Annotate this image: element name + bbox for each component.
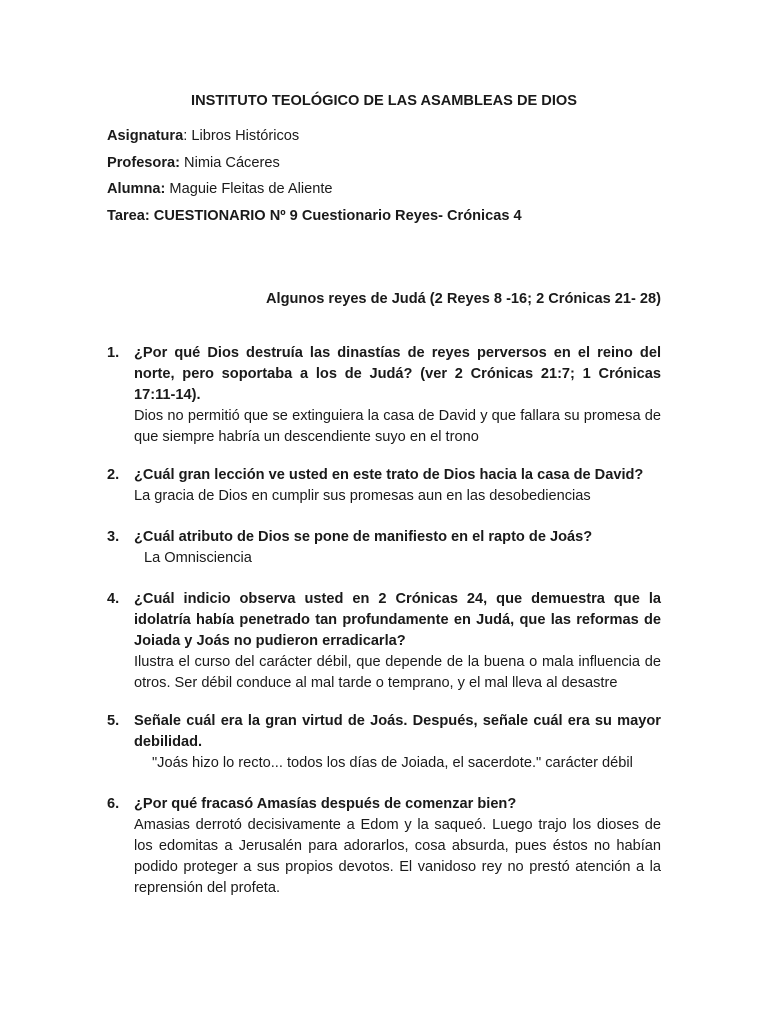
question-text: ¿Por qué Dios destruía las dinastías de reyes perversos en el reino del norte, pero soportaba a los de Judá? (ver 2 Crónicas 21:7; 1 Crónicas 17:11-14). <box>134 345 661 403</box>
question-item-1 <box>107 343 661 448</box>
subject-label: Asignatura <box>107 128 184 144</box>
teacher-label: Profesora: <box>107 155 180 171</box>
question-item-5 <box>107 711 661 774</box>
teacher-line <box>107 153 667 174</box>
answer-text: La Omnisciencia <box>144 550 252 566</box>
assignment-line <box>107 206 667 227</box>
teacher-value: Nimia Cáceres <box>180 155 280 171</box>
section-subtitle: Algunos reyes de Judá (2 Reyes 8 -16; 2 Crónicas 21- 28) <box>265 291 661 307</box>
question-item-6 <box>107 794 661 899</box>
question-item-2 <box>107 465 661 507</box>
student-label: Alumna: <box>107 181 166 197</box>
question-text: ¿Cuál indicio observa usted en 2 Crónicas 24, que demuestra que la idolatría había penetrado tan profundamente en Judá, que las reformas de Joiada y Joás no pudieron erradicarla? <box>134 591 661 649</box>
student-line <box>107 179 667 200</box>
answer-text: La gracia de Dios en cumplir sus promesas aun en las desobediencias <box>134 488 591 504</box>
question-item-3 <box>107 527 661 569</box>
answer-text: Ilustra el curso del carácter débil, que depende de la buena o mala influencia de otros. Ser débil conduce al mal tarde o temprano, y el mal lleva al desastre <box>134 654 661 691</box>
subject-value: : Libros Históricos <box>183 128 300 144</box>
question-text: Señale cuál era la gran virtud de Joás. Después, señale cuál era su mayor debilidad. <box>134 713 661 750</box>
question-item-4 <box>107 589 661 694</box>
question-number: 1. <box>107 345 120 361</box>
question-number: 6. <box>107 796 120 812</box>
question-text: ¿Cuál gran lección ve usted en este trato de Dios hacia la casa de David? <box>134 467 644 483</box>
question-text: ¿Por qué fracasó Amasías después de comenzar bien? <box>134 796 517 812</box>
question-number: 3. <box>107 529 120 545</box>
question-number: 5. <box>107 713 120 729</box>
document-title: INSTITUTO TEOLÓGICO DE LAS ASAMBLEAS DE DIOS <box>191 93 577 109</box>
assignment-label: Tarea: CUESTIONARIO Nº 9 Cuestionario Reyes- Crónicas 4 <box>107 208 522 224</box>
answer-text: "Joás hizo lo recto... todos los días de Joiada, el sacerdote." carácter débil <box>152 755 633 771</box>
answer-text: Dios no permitió que se extinguiera la casa de David y que fallara su promesa de que siempre habría un descendiente suyo en el trono <box>134 408 661 445</box>
answer-text: Amasias derrotó decisivamente a Edom y la saqueó. Luego trajo los dioses de los edomitas a Jerusalén para adorarlos, cosa absurda, pues éstos no habían podido proteger a sus propios devotos. El vanidoso rey no prestó atención a la reprensión del profeta. <box>134 817 661 896</box>
question-number: 4. <box>107 591 120 607</box>
student-value: Maguie Fleitas de Aliente <box>165 181 333 197</box>
question-text: ¿Cuál atributo de Dios se pone de manifiesto en el rapto de Joás? <box>134 529 593 545</box>
question-number: 2. <box>107 467 120 483</box>
subject-line <box>107 126 667 147</box>
